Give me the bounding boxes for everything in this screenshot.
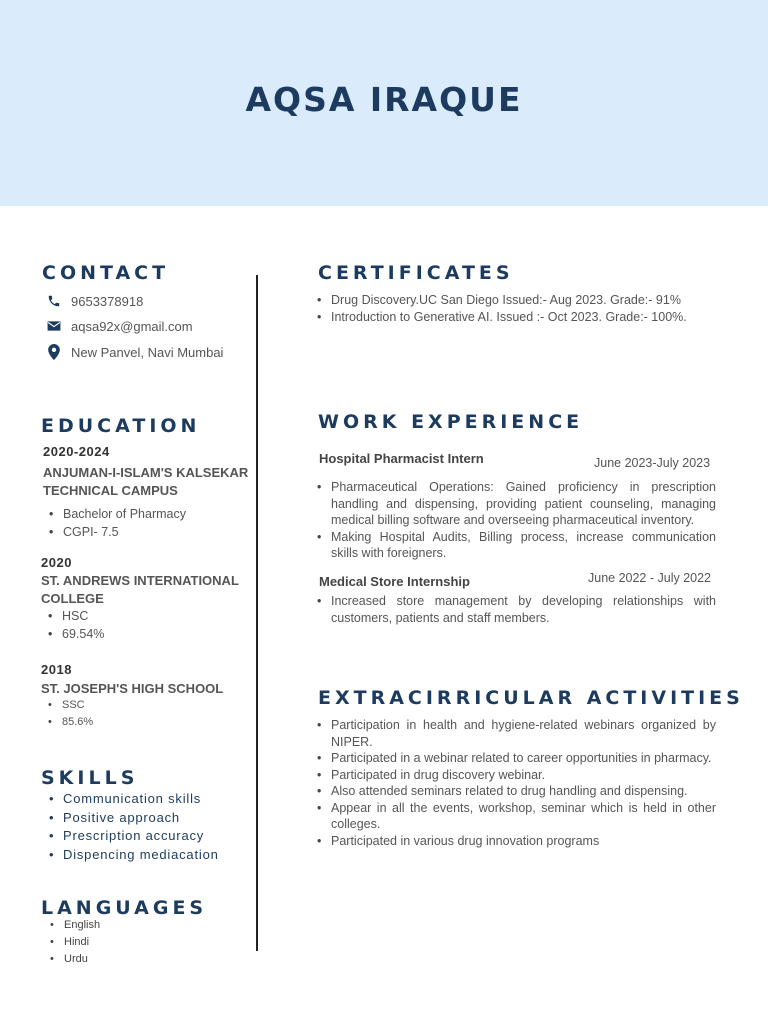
certificates-heading: CERTIFICATES [318, 262, 514, 284]
certificate-item: • Introduction to Generative AI. Issued :- Oct 2023. Grade:- 100%. [317, 309, 716, 326]
job-title: Medical Store Internship [319, 574, 470, 589]
languages-list [50, 917, 100, 968]
contact-heading: CONTACT [42, 262, 170, 284]
institution-line: COLLEGE [41, 591, 104, 606]
skill-item: • Dispencing mediacation [49, 846, 219, 865]
education-year: 2020-2024 [43, 444, 110, 459]
list-item: • SSC [48, 697, 93, 714]
extracurricular-list [317, 717, 716, 849]
location-pin-icon [46, 344, 62, 360]
activity-item: • Participated in drug discovery webinar. [317, 767, 716, 784]
list-item: • HSC [48, 607, 104, 625]
job-duties [317, 479, 716, 562]
list-item: • Bachelor of Pharmacy [49, 505, 186, 523]
activity-item: • Appear in all the events, workshop, seminar which is held in other colleges. [317, 800, 716, 833]
institution-line: ANJUMAN-I-ISLAM'S KALSEKAR [43, 465, 249, 480]
duty-item: • Pharmaceutical Operations: Gained proficiency in prescription handling and dispensing, providing patient counseling, managing medical billing software and overseeing pharmaceutical inventory. [317, 479, 716, 529]
institution-line: ST. ANDREWS INTERNATIONAL [41, 573, 239, 588]
extracurricular-heading: EXTRACIRRICULAR ACTIVITIES [318, 687, 744, 709]
languages-heading: LANGUAGES [41, 897, 208, 919]
language-item: • Hindi [50, 934, 100, 951]
contact-location [46, 344, 223, 360]
language-item: • English [50, 917, 100, 934]
contact-email [46, 318, 193, 334]
language-item: • Urdu [50, 951, 100, 968]
skill-item: • Positive approach [49, 809, 219, 828]
activity-item: • Participation in health and hygiene-related webinars organized by NIPER. [317, 717, 716, 750]
list-item: • 85.6% [48, 714, 93, 731]
activity-item: • Also attended seminars related to drug handling and dispensing. [317, 783, 716, 800]
job-title: Hospital Pharmacist Intern [319, 451, 484, 466]
duty-item: • Increased store management by developing relationships with customers, patients and staff members. [317, 593, 716, 626]
education-year: 2018 [41, 662, 72, 677]
work-experience-heading: WORK EXPERIENCE [318, 411, 584, 433]
activity-item: • Participated in various drug innovation programs [317, 833, 716, 850]
certificate-item: • Drug Discovery.UC San Diego Issued:- Aug 2023. Grade:- 91% [317, 292, 716, 309]
candidate-name: AQSA IRAQUE [245, 80, 523, 119]
education-institution [43, 464, 248, 500]
phone-number: 9653378918 [71, 293, 144, 309]
contact-phone [46, 293, 143, 309]
job-duties [317, 593, 716, 626]
job-date: June 2022 - July 2022 [588, 571, 712, 585]
education-institution [41, 572, 239, 608]
skills-heading: SKILLS [41, 767, 139, 789]
skills-list [49, 790, 219, 864]
education-year: 2020 [41, 555, 72, 570]
email-address: aqsa92x@gmail.com [71, 318, 193, 334]
activity-item: • Participated in a webinar related to career opportunities in pharmacy. [317, 750, 716, 767]
institution-line: TECHNICAL CAMPUS [43, 483, 178, 498]
education-details [48, 607, 104, 643]
mail-icon [46, 318, 62, 334]
location-text: New Panvel, Navi Mumbai [71, 344, 224, 360]
job-date: June 2023-July 2023 [594, 456, 711, 470]
list-item: • CGPI- 7.5 [49, 523, 186, 541]
education-institution: ST. JOSEPH'S HIGH SCHOOL [41, 681, 224, 696]
phone-icon [46, 293, 62, 309]
education-details [48, 697, 93, 731]
column-divider [256, 275, 258, 951]
skill-item: • Communication skills [49, 790, 219, 809]
skill-item: • Prescription accuracy [49, 827, 219, 846]
duty-item: • Making Hospital Audits, Billing process, increase communication skills with foreigners. [317, 529, 716, 562]
education-heading: EDUCATION [41, 415, 201, 437]
certificates-list [317, 292, 716, 325]
education-details [49, 505, 186, 541]
list-item: • 69.54% [48, 625, 104, 643]
